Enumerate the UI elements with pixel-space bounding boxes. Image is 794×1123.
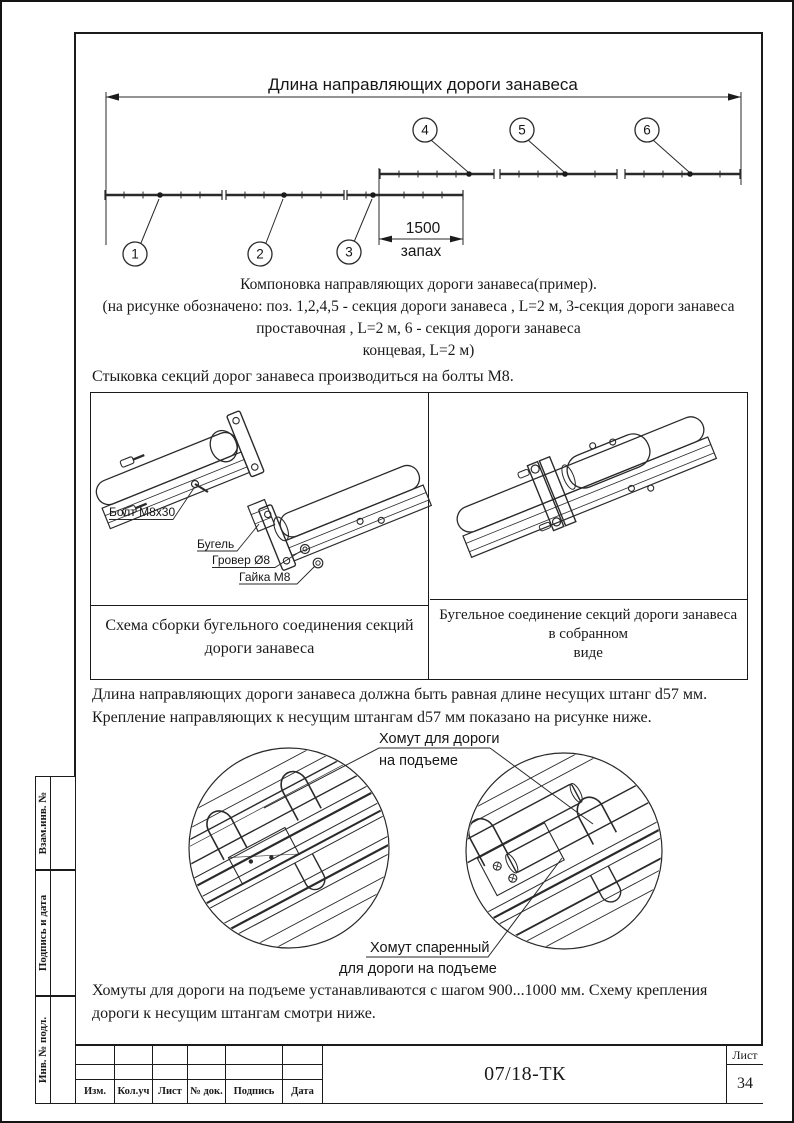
bolt-note: Стыковка секций дорог занавеса производиться на болты М8. [92, 368, 514, 385]
balloon-6: 6 [643, 122, 651, 138]
assembly-caption-line4: концевая, L=2 м) [362, 342, 475, 359]
right-figure-caption-line3: виде [573, 645, 603, 661]
sidebar-cell-inv [35, 996, 76, 1104]
revision-col-doc: № док. [188, 1080, 226, 1103]
overlap-dimension [379, 168, 463, 260]
rail-sections-upper [380, 169, 740, 179]
sidebar-cell-podpis [35, 870, 76, 996]
left-figure-caption-line2: дороги занавеса [204, 640, 315, 657]
single-clamp-label-line1: Хомут для дороги [379, 731, 500, 747]
washer-label: Гровер Ø8 [212, 553, 271, 567]
revision-table [76, 1046, 323, 1103]
twin-clamp-label-line2: для дороги на подъеме [339, 961, 497, 977]
revision-col-podpis: Подпись [226, 1080, 283, 1103]
dimension-title: Длина направляющих дороги занавеса [268, 75, 578, 94]
joint-figure-box [90, 392, 748, 680]
right-figure-caption-line1: Бугельное соединение секций дороги занавеса [439, 607, 738, 623]
document-number: 07/18-ТК [484, 1063, 566, 1085]
assembly-caption [76, 274, 761, 362]
balloon-3: 3 [345, 244, 353, 260]
right-figure-caption-line2: в собранном [548, 626, 629, 642]
revision-col-data: Дата [291, 1086, 314, 1097]
length-note-line2: Крепление направляющих к несущим штангам d57 мм показано на рисунке ниже. [92, 709, 652, 726]
assembly-caption-line3: проставочная , L=2 м, 6 - секция дороги занавеса [256, 320, 581, 337]
revision-col-list: Лист [153, 1080, 188, 1103]
clamp-note-line2: дороги к несущим штангам смотри ниже. [92, 1005, 376, 1022]
rail-b [258, 449, 433, 571]
clamp-label-leaders [264, 748, 593, 957]
single-clamp-label-line2: на подъеме [379, 753, 458, 769]
joint-figure-right-cell [430, 393, 748, 679]
bolt-label: Болт М8х30 [109, 505, 176, 519]
exploded-joint-drawing [91, 393, 428, 605]
assembled-joint-drawing [430, 393, 746, 599]
sheet-number: 34 [726, 1065, 763, 1103]
sidebar-label-inv: Инв. № подл. [37, 1016, 49, 1084]
sidebar-label-column [36, 871, 51, 995]
right-figure-caption [430, 599, 748, 679]
clamp-note [92, 979, 707, 1025]
assembled-rail [447, 399, 718, 563]
sidebar-cell-vzam [35, 776, 76, 870]
twin-clamp-label-line1: Хомут спаренный [370, 940, 490, 956]
balloon-4: 4 [421, 122, 429, 138]
overlap-word: запах [400, 243, 442, 260]
labeled-bolt [192, 481, 209, 493]
sidebar-label-column [36, 997, 51, 1103]
sidebar-label-column [36, 777, 51, 869]
length-note-line1: Длина направляющих дороги занавеса должна быть равная длине несущих штанг d57 мм. [92, 686, 708, 703]
bracket-label: Бугель [197, 537, 235, 551]
title-block [76, 1044, 763, 1103]
revision-col-koluch: Кол.уч [115, 1080, 153, 1103]
clamp-detail-figure [74, 720, 763, 988]
nut-label: Гайка М8 [239, 570, 291, 584]
clamp-note-line1: Хомуты для дороги на подъеме устанавливаются с шагом 900...1000 мм. Схему крепления [92, 982, 708, 999]
sidebar-label-podpis: Подпись и дата [37, 894, 49, 972]
balloon-2: 2 [256, 246, 264, 262]
rail-sections-lower [105, 190, 463, 200]
balloon-1: 1 [131, 246, 139, 262]
balloons [123, 118, 659, 266]
balloon-5: 5 [518, 122, 526, 138]
assembly-caption-line1: Компоновка направляющих дороги занавеса(пример). [240, 276, 597, 293]
left-figure-caption-line1: Схема сборки бугельного соединения секций [105, 617, 414, 634]
assembly-caption-line2: (на рисунке обозначено: поз. 1,2,4,5 - секция дороги занавеса , L=2 м, 3-секция дороги занавеса [102, 298, 735, 315]
joint-figure-left-cell [91, 393, 429, 679]
right-detail-content [428, 728, 699, 971]
overlap-value: 1500 [405, 220, 441, 237]
track-layout-diagram [74, 57, 763, 272]
sheet-label: Лист [726, 1046, 763, 1065]
left-figure-caption [91, 605, 428, 679]
revision-col-izm: Изм. [76, 1080, 115, 1103]
sidebar-label-vzam: Взам.инв. № [37, 791, 49, 855]
